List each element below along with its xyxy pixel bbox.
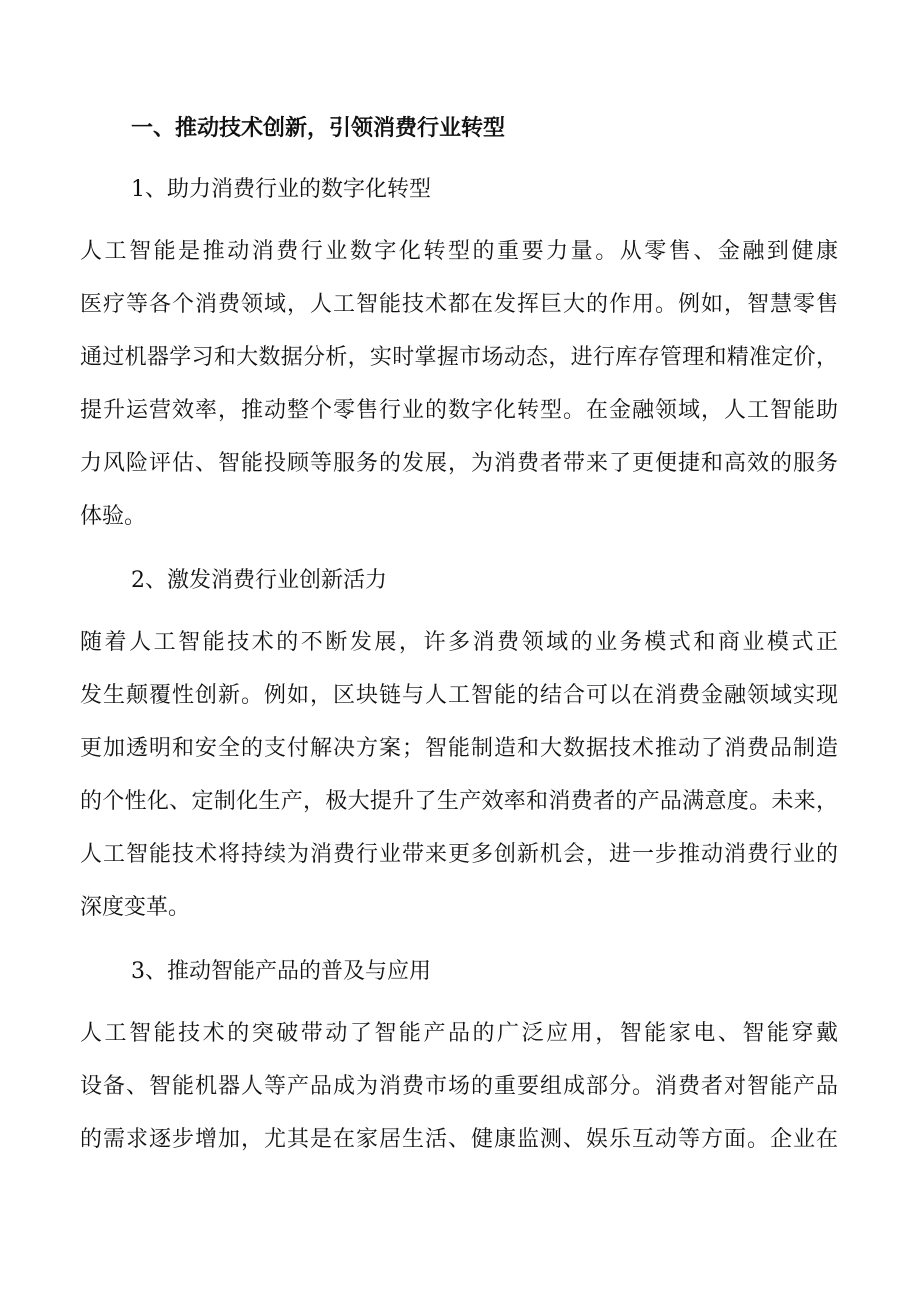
- paragraph-line: 发生颠覆性创新。例如，区块链与人工智能的结合可以在消费金融领域实现: [80, 683, 838, 708]
- paragraph-line: 随着人工智能技术的不断发展，许多消费领域的业务模式和商业模式正: [80, 630, 838, 655]
- paragraph-line: 提升运营效率，推动整个零售行业的数字化转型。在金融领域，人工智能助: [80, 398, 838, 423]
- subsection-heading-2: 2、激发消费行业创新活力: [131, 568, 387, 593]
- paragraph-line: 深度变革。: [80, 895, 191, 920]
- paragraph-line: 人工智能技术将持续为消费行业带来更多创新机会，进一步推动消费行业的: [80, 842, 838, 867]
- section-heading: 一、推动技术创新，引领消费行业转型: [131, 115, 506, 141]
- subsection-heading-3: 3、推动智能产品的普及与应用: [131, 959, 431, 984]
- paragraph-line: 人工智能技术的突破带动了智能产品的广泛应用，智能家电、智能穿戴: [80, 1021, 838, 1046]
- paragraph-line: 更加透明和安全的支付解决方案；智能制造和大数据技术推动了消费品制造: [80, 736, 838, 761]
- paragraph-line: 医疗等各个消费领域，人工智能技术都在发挥巨大的作用。例如，智慧零售: [80, 292, 838, 317]
- paragraph-line: 的需求逐步增加，尤其是在家居生活、健康监测、娱乐互动等方面。企业在: [80, 1127, 838, 1152]
- subsection-heading-1: 1、助力消费行业的数字化转型: [131, 177, 431, 202]
- paragraph-line: 人工智能是推动消费行业数字化转型的重要力量。从零售、金融到健康: [80, 239, 838, 264]
- paragraph-line: 设备、智能机器人等产品成为消费市场的重要组成部分。消费者对智能产品: [80, 1074, 838, 1099]
- paragraph-line: 的个性化、定制化生产，极大提升了生产效率和消费者的产品满意度。未来，: [80, 789, 838, 814]
- paragraph-line: 力风险评估、智能投顾等服务的发展，为消费者带来了更便捷和高效的服务: [80, 451, 838, 476]
- paragraph-line: 通过机器学习和大数据分析，实时掌握市场动态，进行库存管理和精准定价，: [80, 345, 838, 370]
- paragraph-line: 体验。: [80, 504, 147, 529]
